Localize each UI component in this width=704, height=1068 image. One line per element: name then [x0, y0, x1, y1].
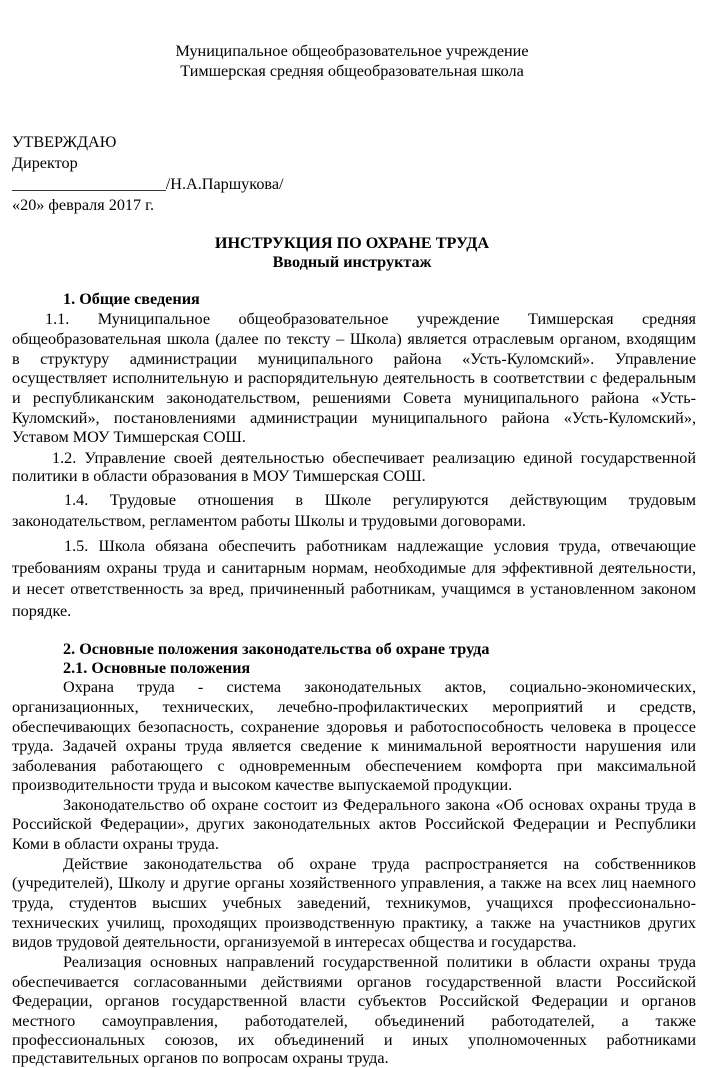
paragraph-line: 1.4. Трудовые отношения в Школе регулируются действующим трудовым: [64, 491, 696, 509]
paragraph-line: Федерации, органов государственной власти субъектов Российской Федерации и органов: [12, 992, 696, 1010]
paragraph-line: общеобразовательная школа (далее по тексту – Школа) является отраслевым органом, входящим: [12, 330, 696, 348]
paragraph-line: Законодательство об охране состоит из Федерального закона «Об основах охраны труда в: [63, 796, 696, 814]
paragraph-line: Российской Федерации», других законодательных актов Российской Федерации и Республики: [12, 815, 696, 833]
paragraph-line: Действие законодательства об охране труда распространяется на собственников: [63, 855, 696, 873]
approver-position: Директор: [12, 154, 78, 172]
org-name-line1: Муниципальное общеобразовательное учреждение: [175, 42, 529, 60]
paragraph-line: Коми в области охраны труда.: [12, 835, 219, 853]
paragraph-line: порядке.: [12, 602, 72, 620]
paragraph-line: видов трудовой деятельности, организуемой в интересах общества и государства.: [12, 933, 577, 951]
paragraph-line: 1.5. Школа обязана обеспечить работникам надлежащие условия труда, отвечающие: [64, 537, 696, 555]
paragraph-line: обеспечивается согласованными действиями органов государственной власти Российской: [12, 973, 696, 991]
approval-date: «20» февраля 2017 г.: [12, 196, 155, 214]
paragraph-line: заболевания работающего с одновременным обеспечением комфорта при максимальной: [12, 757, 696, 775]
section-2-1-heading: 2.1. Основные положения: [63, 659, 251, 677]
section-2-heading: 2. Основные положения законодательства об охране труда: [63, 640, 490, 658]
signature-line: ___________________/Н.А.Паршукова/: [12, 175, 284, 193]
paragraph-line: требованиям охраны труда и санитарным нормам, необходимые для эффективной деятельности,: [12, 559, 696, 577]
paragraph-line: организационных, технических, лечебно-профилактических мероприятий и средств,: [12, 698, 696, 716]
paragraph-line: 1.2. Управление своей деятельностью обеспечивает реализацию единой государственной: [52, 449, 696, 467]
paragraph-line: представительных органов по вопросам охраны труда.: [12, 1049, 389, 1067]
paragraph-line: и республиканским законодательством, решениями Совета муниципального района «Усть-: [12, 389, 696, 407]
paragraph-line: труда, студентов высших учебных заведений, техникумов, учащихся профессионально-: [12, 894, 696, 912]
paragraph-line: Охрана труда - система законодательных актов, социально-экономических,: [63, 678, 696, 696]
paragraph-line: (учредителей), Школу и другие органы хозяйственного управления, а также на всех лиц наемного: [12, 874, 696, 892]
paragraph-line: осуществляет исполнительную и распорядительную деятельность в соответствии с федеральным: [12, 369, 696, 387]
paragraph-line: труда. Задачей охраны труда является сведение к минимальной вероятности нарушения или: [12, 737, 696, 755]
paragraph-line: обеспечивающих безопасность, сохранение здоровья и работоспособность человека в процессе: [12, 718, 696, 736]
paragraph-line: политики в области образования в МОУ Тимшерская СОШ.: [12, 467, 426, 485]
paragraph-line: в структуру администрации муниципального района «Усть-Куломский». Управление: [12, 350, 696, 368]
paragraph-line: 1.1. Муниципальное общеобразовательное учреждение Тимшерская средняя: [45, 310, 696, 328]
paragraph-line: Куломский», постановлениями администрации муниципального района «Усть-Куломский»,: [12, 409, 696, 427]
paragraph-line: законодательством, регламентом работы Школы и трудовыми договорами.: [12, 512, 526, 530]
approval-heading: УТВЕРЖДАЮ: [12, 133, 117, 151]
paragraph-line: Реализация основных направлений государственной политики в области охраны труда: [63, 953, 696, 971]
paragraph-line: Уставом МОУ Тимшерская СОШ.: [12, 428, 246, 446]
org-name-line2: Тимшерская средняя общеобразовательная школа: [180, 62, 524, 80]
paragraph-line: и несет ответственность за вред, причиненный работникам, учащимся в установленном законом: [12, 580, 696, 598]
section-1-heading: 1. Общие сведения: [63, 290, 200, 308]
paragraph-line: технических училищ, проходящих производственную практику, а также на участников других: [12, 914, 696, 932]
paragraph-line: производительности труда и высоком качестве выпускаемой продукции.: [12, 776, 513, 794]
document-title: ИНСТРУКЦИЯ ПО ОХРАНЕ ТРУДА: [214, 234, 490, 252]
document-subtitle: Вводный инструктаж: [272, 253, 432, 271]
paragraph-line: местного самоуправления, работодателей, объединений работодателей, а также: [12, 1012, 696, 1030]
paragraph-line: профессиональных союзов, их объединений и иных уполномоченных работниками: [12, 1031, 696, 1049]
